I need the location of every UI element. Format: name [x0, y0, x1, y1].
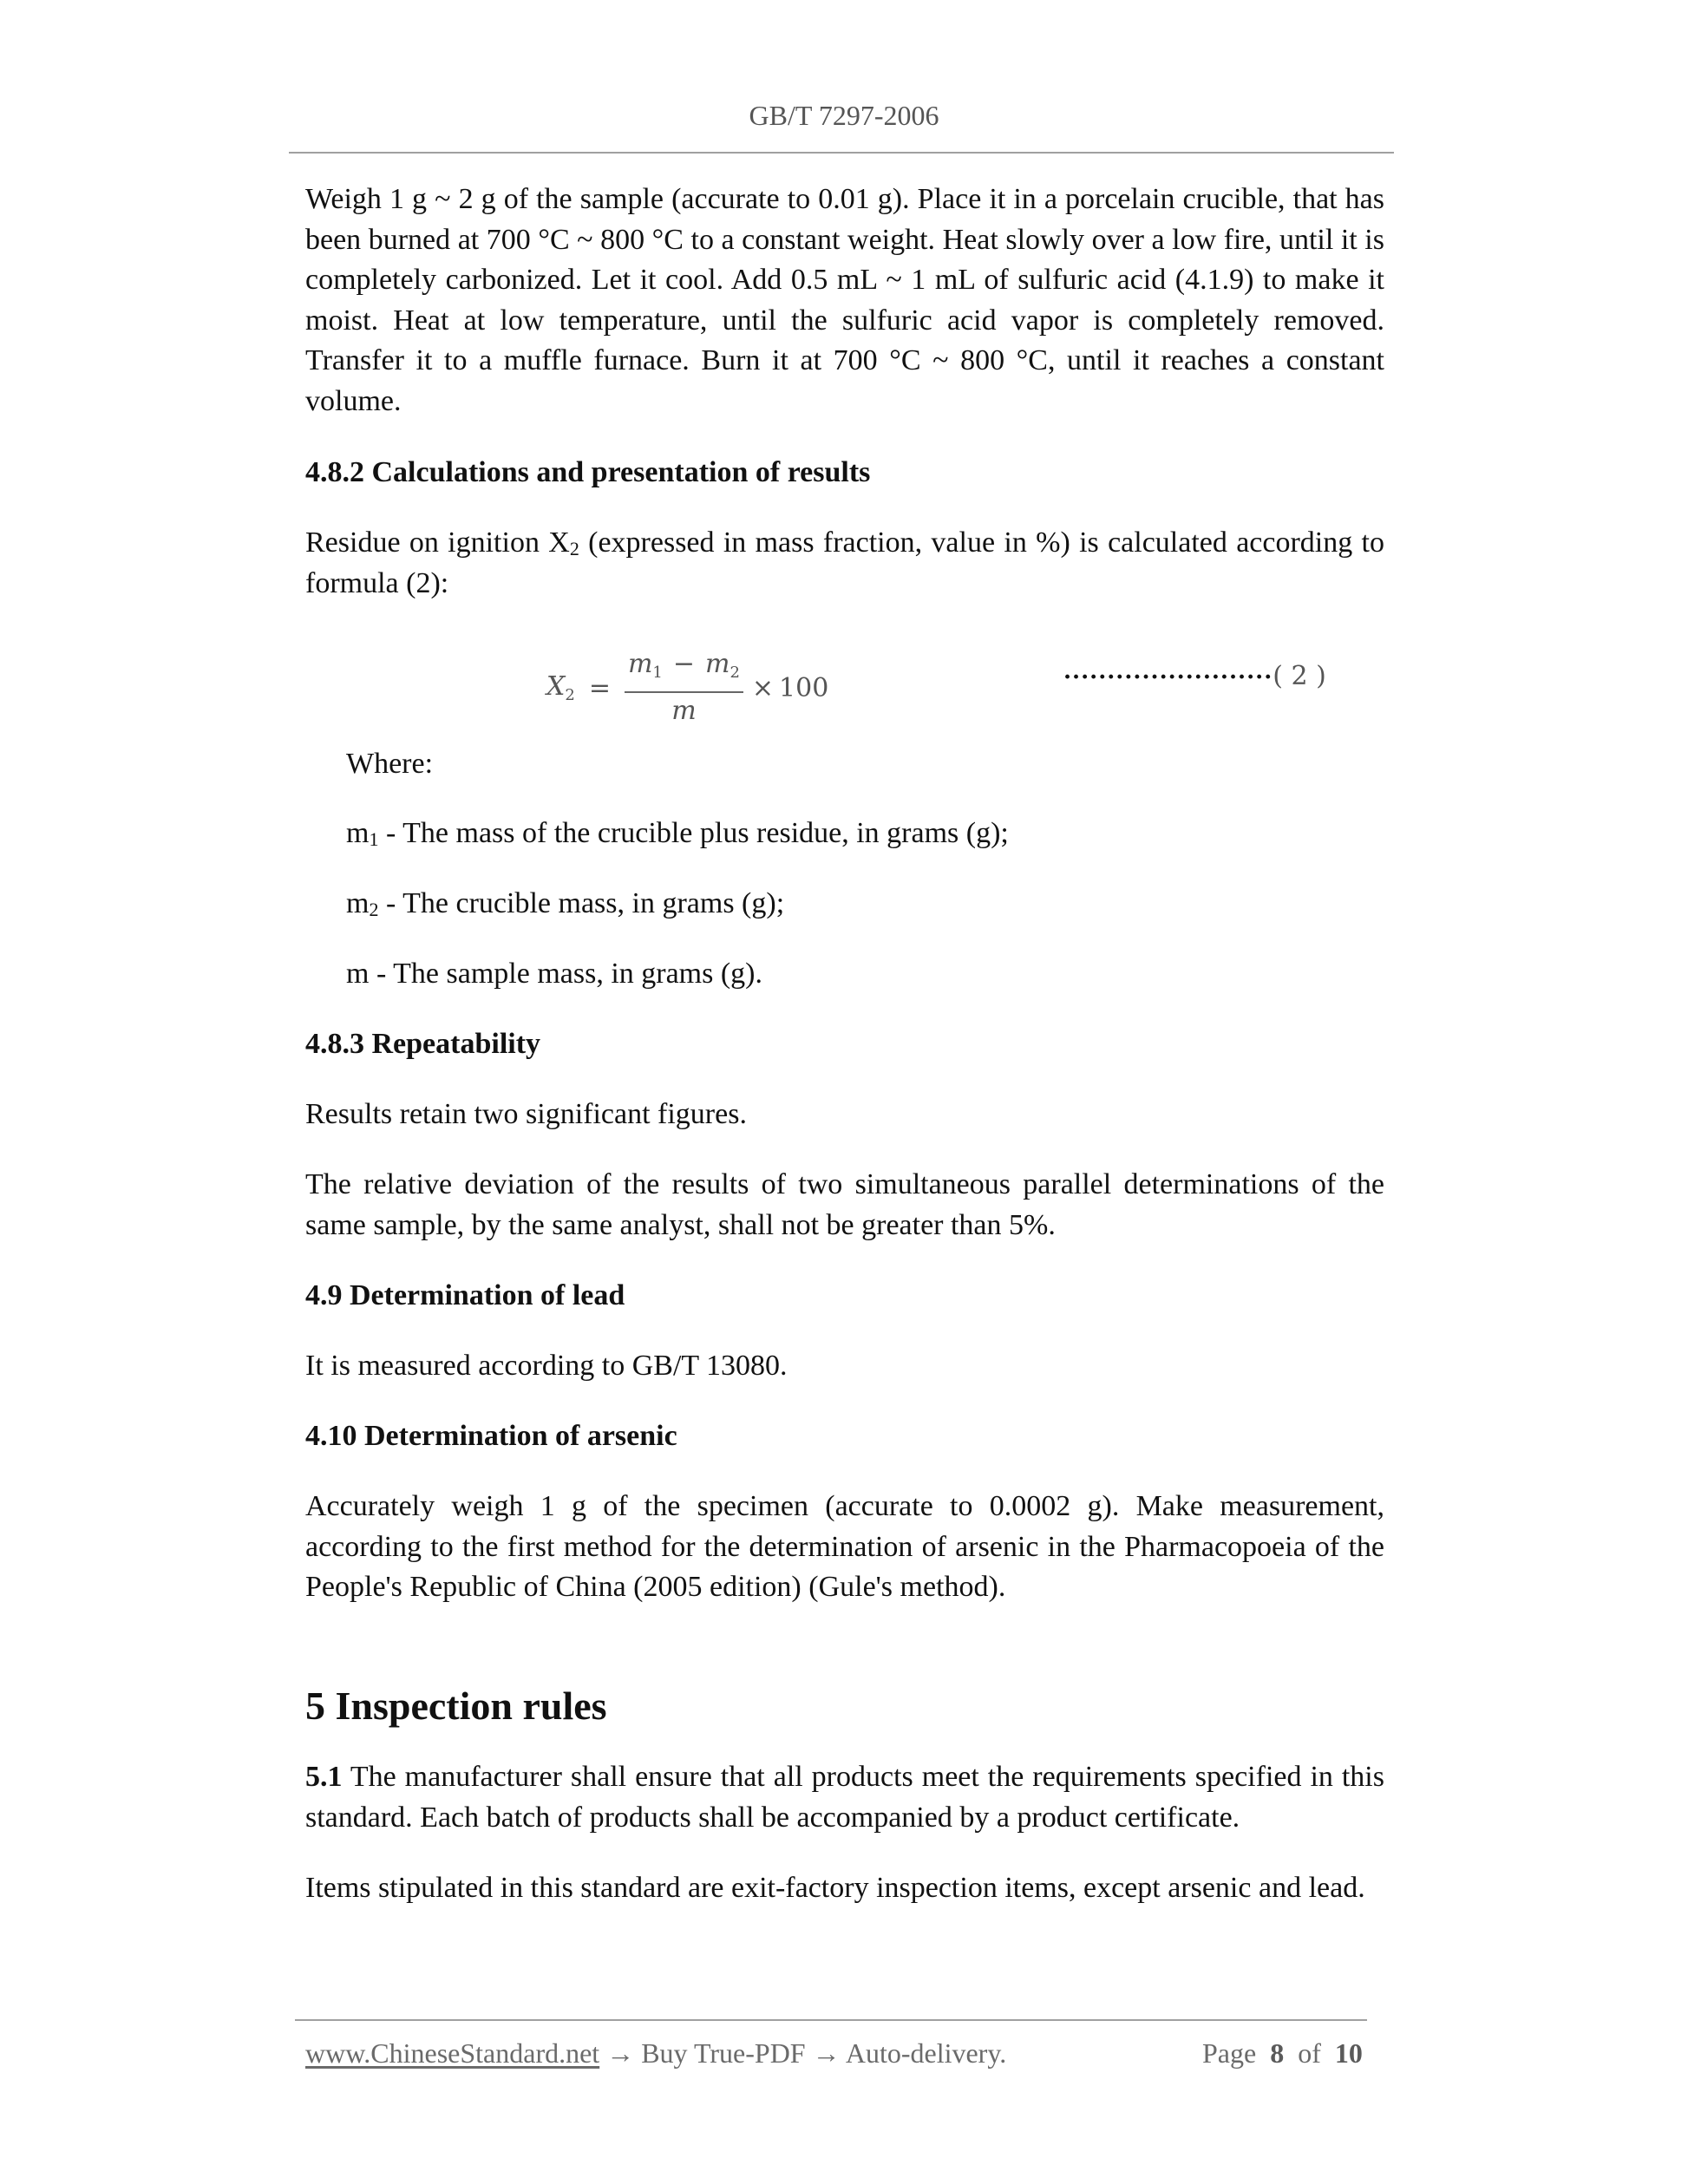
num-var2: m: [705, 649, 730, 679]
repeatability-paragraph-1: Results retain two significant figures.: [305, 1098, 747, 1130]
definition-text: - The sample mass, in grams (g).: [369, 958, 763, 990]
formula-lhs: [546, 671, 575, 704]
equation-number: [1063, 661, 1326, 691]
num-sub2: 2: [730, 664, 740, 682]
total-pages-number: 10: [1334, 2037, 1363, 2069]
arrow-right-icon: →: [805, 2037, 846, 2069]
lhs-var: X: [546, 671, 566, 702]
section-heading-4-8-2: 4.8.2 Calculations and presentation of results: [305, 456, 871, 488]
clause-number: 5.1: [305, 1761, 343, 1793]
arrow-right-icon: →: [599, 2037, 642, 2069]
clause-5-1: [305, 1757, 1384, 1838]
document-code-header: GB/T 7297-2006: [749, 100, 939, 131]
footer-promo: [305, 2036, 1006, 2070]
formula-2: [546, 649, 828, 727]
dot-leader: ························: [1063, 664, 1273, 690]
page-of-label: of: [1298, 2037, 1321, 2069]
fraction: [625, 650, 743, 726]
intro-text-end: (expressed in mass fraction, value in %) is calculated according to formula (2):: [305, 526, 1384, 599]
definition-text: - The crucible mass, in grams (g);: [378, 887, 785, 919]
definition-m1: [346, 814, 1378, 854]
equals-sign: =: [588, 672, 611, 703]
denominator: m: [671, 696, 697, 726]
times-sign: ×: [751, 672, 775, 703]
section-heading-5: 5 Inspection rules: [305, 1684, 607, 1728]
symbol: m: [346, 958, 370, 990]
procedure-paragraph: Weigh 1 g ~ 2 g of the sample (accurate to 0.01 g). Place it in a porcelain crucible, that has been burned at 700 °C ~ 800 °C to a constant weight. Heat slowly over a low fire, until it is completely carbonized. Let it cool. Add 0.5 mL ~ 1 mL of sulfuric acid (4.1.9) to make it moist. Heat at low temperature, until the sulfuric acid vapor is completely removed. Transfer it to a muffle furnace. Burn it at 700 °C ~ 800 °C, until it reaches a constant volume.: [305, 183, 1384, 417]
equation-number-label: ( 2 ): [1273, 661, 1326, 691]
subscript: 1: [369, 828, 379, 850]
symbol: m: [346, 817, 370, 849]
clause-text: The manufacturer shall ensure that all products meet the requirements specified in this standard. Each batch of products shall be accompanied by a product certificate.: [305, 1761, 1384, 1834]
where-label: Where:: [346, 748, 434, 780]
num-sub1: 1: [652, 664, 663, 682]
lhs-sub: 2: [565, 686, 575, 704]
definition-m: [346, 954, 1378, 995]
definition-m2: [346, 884, 1378, 925]
minus-sign: −: [672, 649, 695, 679]
exit-factory-paragraph: Items stipulated in this standard are exit-factory inspection items, except arsenic and lead.: [305, 1872, 1365, 1904]
arsenic-paragraph: Accurately weigh 1 g of the specimen (accurate to 0.0002 g). Make measurement, according to the first method for the determination of arsenic in the Pharmacopoeia of the People's Republic of China (2005 edition) (Gule's method).: [305, 1490, 1384, 1603]
factor-100: 100: [779, 672, 829, 703]
section-heading-4-8-3: 4.8.3 Repeatability: [305, 1028, 541, 1060]
num-var1: m: [627, 649, 653, 679]
intro-text-start: Residue on ignition X: [305, 526, 570, 559]
auto-delivery-text: Auto-delivery.: [845, 2037, 1007, 2069]
page-indicator: [1202, 2036, 1363, 2070]
header-divider: [289, 152, 1394, 154]
footer-divider: [295, 2019, 1367, 2021]
buy-true-pdf-text: Buy True-PDF: [641, 2037, 806, 2069]
symbol: m: [346, 887, 370, 919]
lead-paragraph: It is measured according to GB/T 13080.: [305, 1350, 788, 1382]
section-heading-4-10: 4.10 Determination of arsenic: [305, 1420, 677, 1452]
residue-formula-intro: [305, 523, 1384, 604]
section-heading-4-9: 4.9 Determination of lead: [305, 1279, 625, 1311]
chinesestandard-link[interactable]: www.ChineseStandard.net: [305, 2037, 600, 2069]
repeatability-paragraph-2: The relative deviation of the results of two simultaneous parallel determinations of the same sample, by the same analyst, shall not be greater than 5%.: [305, 1168, 1384, 1241]
subscript: 2: [369, 899, 379, 920]
definition-text: - The mass of the crucible plus residue, in grams (g);: [378, 817, 1009, 849]
subscript: 2: [569, 538, 579, 559]
numerator: [625, 650, 743, 691]
page-label: Page: [1202, 2037, 1257, 2069]
current-page-number: 8: [1270, 2037, 1285, 2069]
